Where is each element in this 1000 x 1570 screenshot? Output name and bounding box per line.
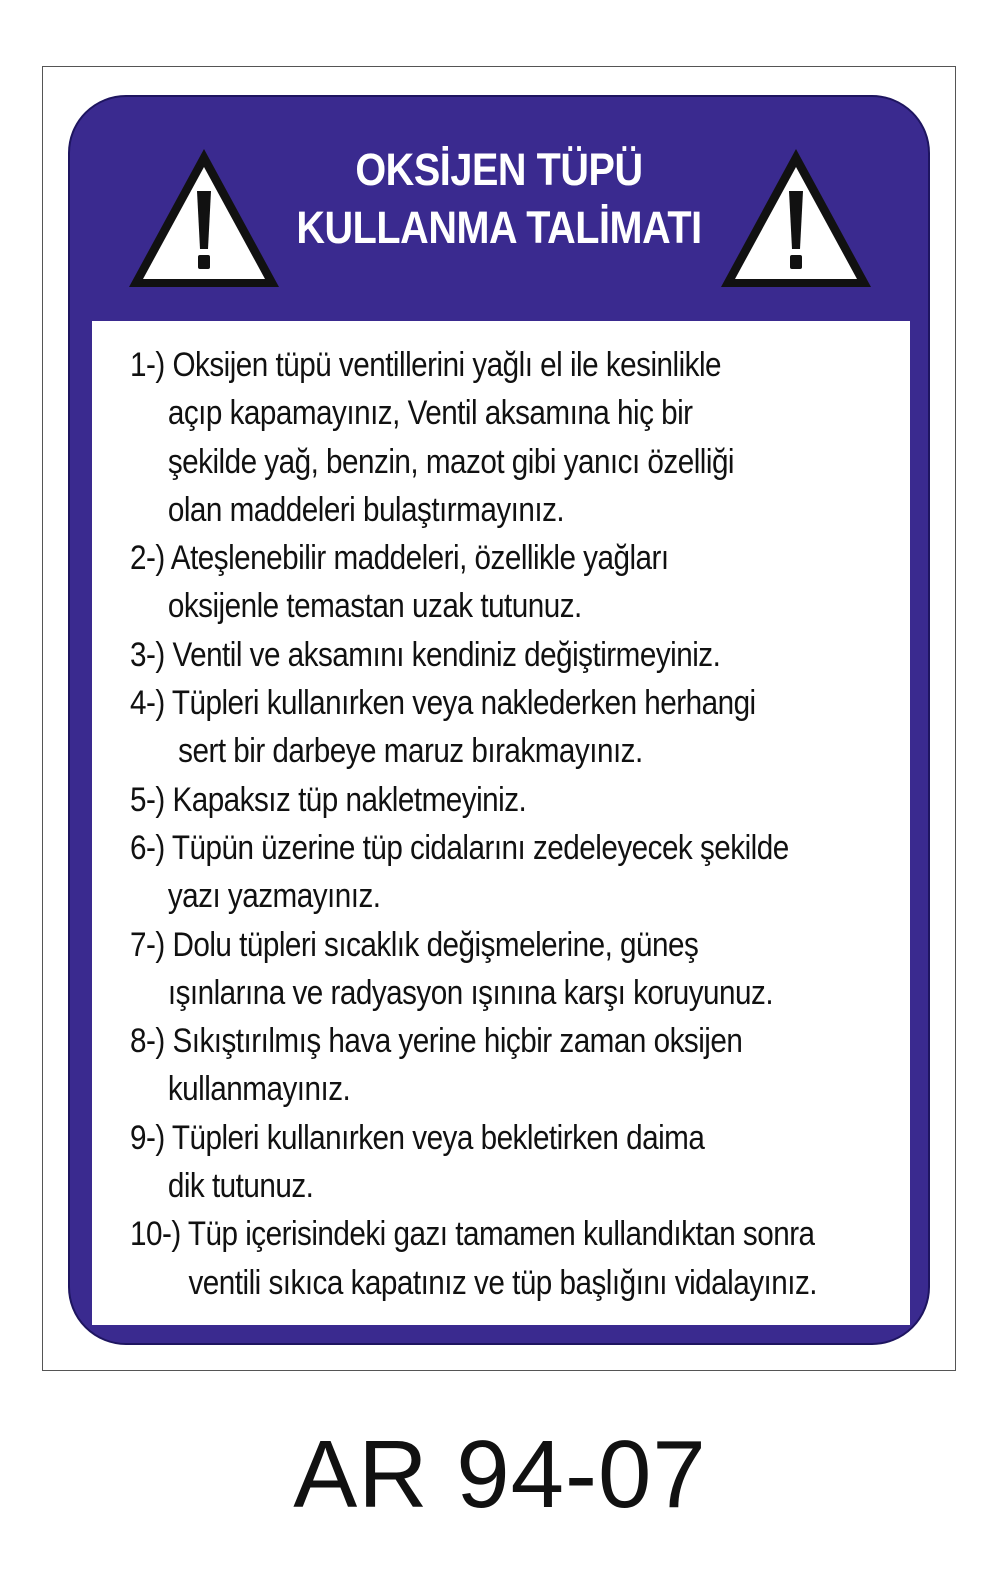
instruction-item <box>130 824 818 921</box>
instruction-item <box>130 341 818 534</box>
instruction-line: 10-) Tüp içerisindeki gazı tamamen kullandıktan sonra <box>130 1215 815 1254</box>
instruction-line: 7-) Dolu tüpleri sıcaklık değişmelerine, güneş <box>130 925 699 964</box>
instruction-line: sert bir darbeye maruz bırakmayınız. <box>178 732 643 771</box>
instruction-item <box>130 1017 818 1114</box>
instruction-item <box>130 776 818 824</box>
instruction-line: açıp kapamayınız, Ventil aksamına hiç bir <box>167 394 693 433</box>
instruction-line: oksijenle temastan uzak tutunuz. <box>167 587 582 626</box>
instruction-line: 8-) Sıkıştırılmış hava yerine hiçbir zaman oksijen <box>130 1022 743 1061</box>
instruction-line: 5-) Kapaksız tüp nakletmeyiniz. <box>130 780 527 819</box>
instruction-item <box>130 921 818 1018</box>
instructions-panel <box>92 321 910 1325</box>
warning-triangle-icon <box>717 145 875 291</box>
instruction-line: olan maddeleri bulaştırmayınız. <box>167 490 565 529</box>
instruction-item <box>130 631 818 679</box>
instruction-line: kullanmayınız. <box>167 1070 351 1109</box>
instruction-item <box>130 679 818 776</box>
instruction-item <box>130 1210 818 1307</box>
instruction-line: 9-) Tüpleri kullanırken veya bekletirken daima <box>130 1118 705 1157</box>
instruction-line: şekilde yağ, benzin, mazot gibi yanıcı özelliği <box>167 442 735 481</box>
instruction-line: 6-) Tüpün üzerine tüp cidalarını zedeleyecek şekilde <box>130 828 789 867</box>
product-code: AR 94-07 <box>293 1421 707 1528</box>
instructions-list <box>130 341 818 1307</box>
title-line-1: OKSİJEN TÜPÜ <box>355 144 643 195</box>
instruction-line: ışınlarına ve radyasyon ışınına karşı koruyunuz. <box>167 973 774 1012</box>
instruction-item <box>130 1114 818 1211</box>
instruction-line: 2-) Ateşlenebilir maddeleri, özellikle yağları <box>130 539 669 578</box>
instruction-line: dik tutunuz. <box>167 1167 314 1206</box>
instruction-item <box>130 534 818 631</box>
title-line-2: KULLANMA TALİMATI <box>296 202 702 253</box>
instruction-line: 1-) Oksijen tüpü ventillerini yağlı el ile kesinlikle <box>130 346 722 384</box>
instruction-line: 4-) Tüpleri kullanırken veya naklederken herhangi <box>130 684 756 723</box>
instruction-line: ventili sıkıca kapatınız ve tüp başlığını vidalayınız. <box>188 1263 818 1302</box>
sign-plate <box>68 95 930 1345</box>
instruction-line: yazı yazmayınız. <box>167 877 381 916</box>
sign-header <box>70 97 928 322</box>
instruction-line: 3-) Ventil ve aksamını kendiniz değiştirmeyiniz. <box>130 635 721 674</box>
